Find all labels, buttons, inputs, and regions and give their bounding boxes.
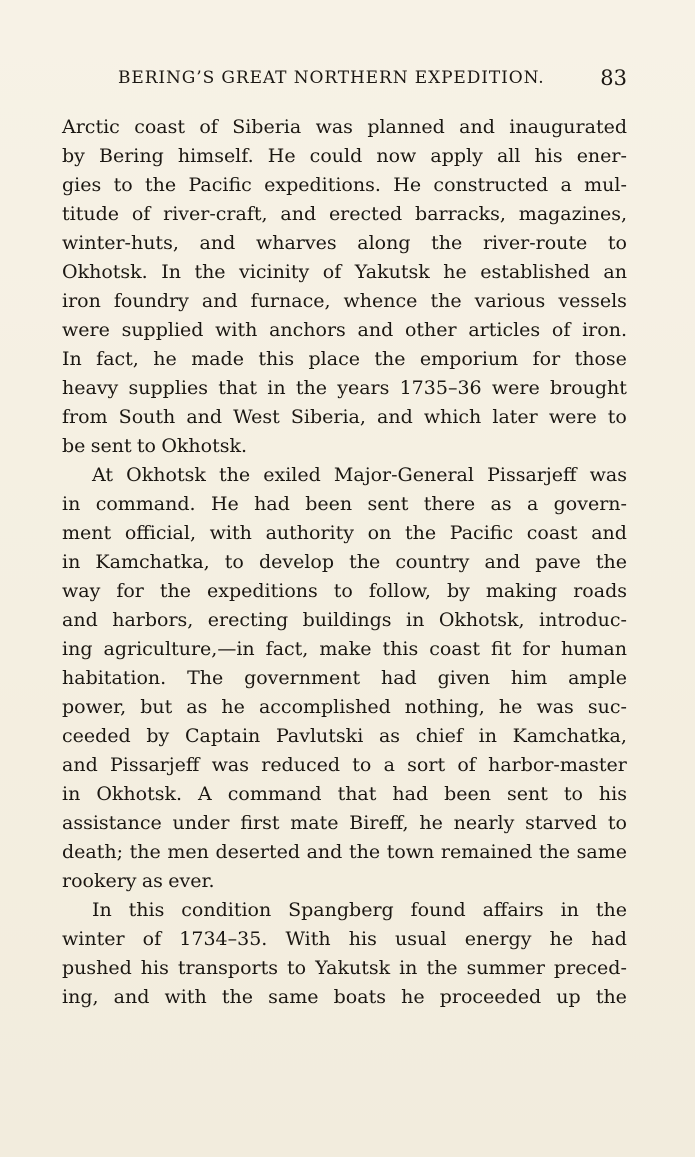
text-line: and harbors, erecting buildings in Okhotsk, introduc- — [62, 609, 627, 631]
text-line: were supplied with anchors and other articles of iron. — [62, 319, 627, 341]
page-number: 83 — [600, 66, 627, 90]
running-title: BERING’S GREAT NORTHERN EXPEDITION. — [118, 68, 545, 88]
text-line: gies to the Pacific expeditions. He constructed a mul- — [62, 174, 627, 196]
running-head — [62, 66, 627, 94]
text-line: Okhotsk. In the vicinity of Yakutsk he established an — [62, 261, 627, 283]
text-line: in Okhotsk. A command that had been sent to his — [62, 783, 627, 805]
text-line: iron foundry and furnace, whence the various vessels — [62, 290, 627, 312]
text-line: winter-huts, and wharves along the river-route to — [62, 232, 627, 254]
text-line: by Bering himself. He could now apply all his ener- — [62, 145, 627, 167]
text-line: way for the expeditions to follow, by making roads — [62, 580, 627, 602]
text-line: be sent to Okhotsk. — [62, 435, 248, 457]
text-line: In this condition Spangberg found affairs in the — [92, 899, 627, 921]
text-line: in Kamchatka, to develop the country and pave the — [62, 551, 627, 573]
text-line: winter of 1734–35. With his usual energy he had — [62, 928, 627, 950]
text-line: pushed his transports to Yakutsk in the summer preced- — [62, 957, 627, 979]
text-line: At Okhotsk the exiled Major-General Pissarjeff was — [92, 464, 627, 486]
text-line: assistance under first mate Bireff, he nearly starved to — [62, 812, 627, 834]
text-line: Arctic coast of Siberia was planned and inaugurated — [62, 116, 627, 138]
text-line: power, but as he accomplished nothing, he was suc- — [62, 696, 627, 718]
text-line: from South and West Siberia, and which later were to — [62, 406, 627, 428]
text-line: ing, and with the same boats he proceeded up the — [62, 986, 627, 1008]
text-line: rookery as ever. — [62, 870, 215, 892]
text-line: in command. He had been sent there as a govern- — [62, 493, 627, 515]
text-line: ing agriculture,—in fact, make this coast fit for human — [62, 638, 627, 660]
text-line: death; the men deserted and the town remained the same — [62, 841, 627, 863]
text-line: heavy supplies that in the years 1735–36 were brought — [62, 377, 627, 399]
text-line: titude of river-craft, and erected barracks, magazines, — [62, 203, 627, 225]
text-line: habitation. The government had given him ample — [62, 667, 627, 689]
text-line: ceeded by Captain Pavlutski as chief in Kamchatka, — [62, 725, 627, 747]
body-text — [62, 113, 627, 1012]
text-line: and Pissarjeff was reduced to a sort of harbor-master — [62, 754, 627, 776]
text-line: In fact, he made this place the emporium for those — [62, 348, 627, 370]
text-line: ment official, with authority on the Pacific coast and — [62, 522, 627, 544]
